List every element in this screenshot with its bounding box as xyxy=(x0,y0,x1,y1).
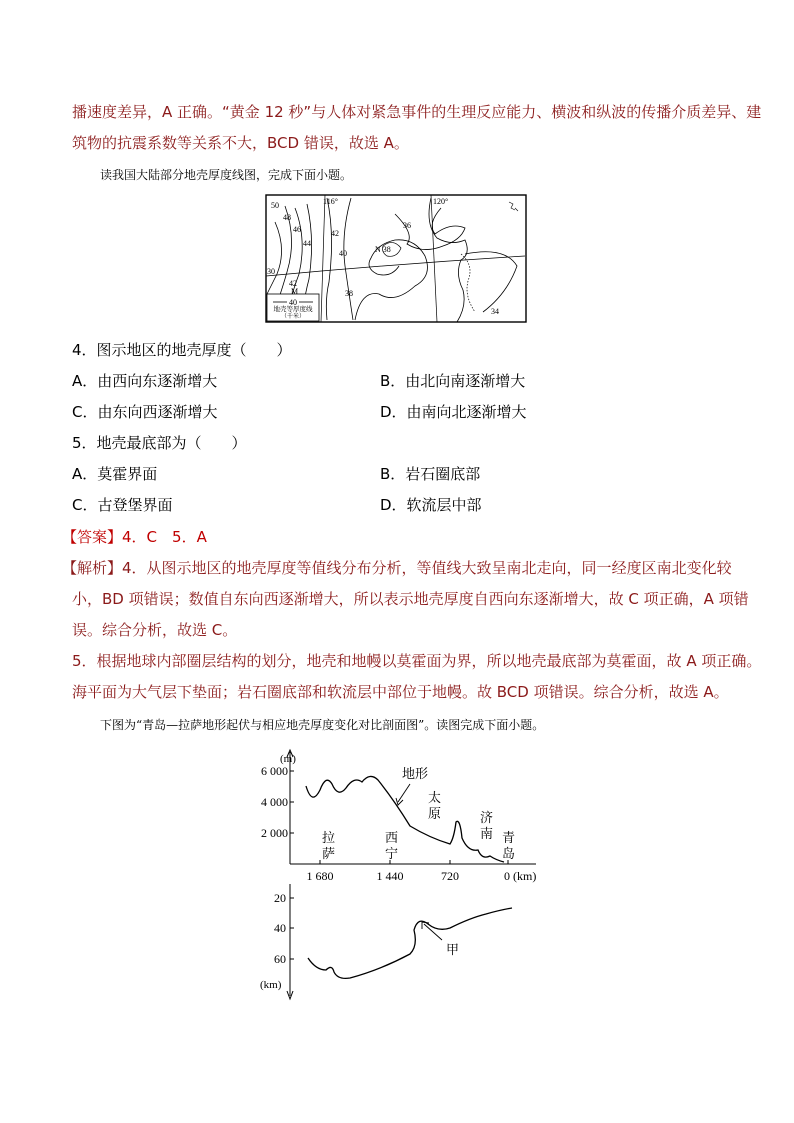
terrain-curve xyxy=(306,776,504,862)
q4-option-d: D．由南向北逐渐增大 xyxy=(380,403,527,421)
label-34: 34 xyxy=(491,307,499,316)
q4-stem: 4．图示地区的地壳厚度（ ） xyxy=(72,341,292,359)
answer-line xyxy=(62,527,207,547)
terrain-label: 地形 xyxy=(402,766,429,781)
q4-option-c: C．由东向西逐渐增大 xyxy=(72,403,218,421)
q4-option-a: A．由西向东逐渐增大 xyxy=(72,372,218,390)
city-lasa-2: 萨 xyxy=(322,846,336,861)
legend-text-2: （千米） xyxy=(280,314,306,320)
x-tick-0: 0 (km) xyxy=(504,869,537,883)
answer-text: 4．C 5．A xyxy=(122,528,207,546)
label-44: 44 xyxy=(303,239,311,248)
contour-40 xyxy=(344,198,353,320)
explanation-line-5: 海平面为大气层下垫面；岩石圈底部和软流层中部位于地幔。故 BCD 项错误。综合分析，故选 A。 xyxy=(72,683,729,701)
y-tick-2000: 2 000 xyxy=(261,826,288,840)
label-46: 46 xyxy=(293,225,301,234)
q5-option-b: B．岩石圈底部 xyxy=(380,465,481,483)
depth-tick-60: 60 xyxy=(274,952,286,966)
crust-thickness-map xyxy=(265,194,527,324)
lat-line xyxy=(266,256,525,276)
explanation-line-1: 【解析】4．从图示地区的地壳厚度等值线分布分析，等值线大致呈南北走向，同一经度区南北变化较 xyxy=(62,559,732,577)
islands-ne xyxy=(509,202,518,211)
legend-text-1: 地壳等厚度线 xyxy=(273,306,313,313)
analysis-line-1: 播速度差异，A 正确。“黄金 12 秒”与人体对紧急事件的生理反应能力、横波和纵波的传播介质差异、建 xyxy=(72,103,762,121)
city-xining-1: 西 xyxy=(385,830,399,845)
explanation-line-4: 5．根据地球内部圈层结构的划分，地壳和地幔以莫霍面为界，所以地壳最底部为莫霍面，故 A 项正确。 xyxy=(72,652,762,670)
city-taiyuan-1: 太 xyxy=(428,790,442,805)
label-38: 38 xyxy=(345,289,353,298)
contour-38 xyxy=(355,240,427,320)
label-30: 30 xyxy=(267,267,275,276)
label-n38: N 38 xyxy=(375,245,391,254)
city-qingdao-1: 青 xyxy=(502,830,516,845)
label-48: 48 xyxy=(283,213,291,222)
point-jia-pointer xyxy=(424,924,442,940)
y-tick-6000: 6 000 xyxy=(261,764,288,778)
unit-m: (m) xyxy=(280,753,296,765)
y-tick-4000: 4 000 xyxy=(261,795,288,809)
city-taiyuan-2: 原 xyxy=(428,806,442,821)
point-jia-label: 甲 xyxy=(446,942,460,957)
label-lon-116: 116° xyxy=(323,197,338,206)
x-tick-720: 720 xyxy=(441,869,459,883)
q5-option-d: D．软流层中部 xyxy=(380,496,482,514)
city-xining-2: 宁 xyxy=(385,846,399,861)
moho-curve xyxy=(308,908,512,978)
coast-islands xyxy=(461,254,475,312)
answer-tag: 【答案】 xyxy=(62,528,123,546)
label-40: 40 xyxy=(339,249,347,258)
contour-50 xyxy=(267,222,282,294)
unit-km: (km) xyxy=(260,979,282,991)
explanation-line-2: 小，BD 项错误；数值自东向西逐渐增大，所以表示地壳厚度自西向东逐渐增大，故 C 项正确，A 项错 xyxy=(72,590,749,608)
q5-option-c: C．古登堡界面 xyxy=(72,496,173,514)
label-42-west: 42 xyxy=(289,279,297,288)
q5-stem: 5．地壳最底部为（ ） xyxy=(72,434,247,452)
q4-option-b: B．由北向南逐渐增大 xyxy=(380,372,526,390)
qingdao-lasa-profile-figure xyxy=(250,748,550,1002)
city-jinan-1: 济 xyxy=(480,810,494,825)
terrain-pointer xyxy=(398,784,410,802)
depth-tick-40: 40 xyxy=(274,921,286,935)
city-qingdao-2: 岛 xyxy=(502,846,516,861)
contour-34 xyxy=(465,252,517,312)
q5-option-a: A．莫霍界面 xyxy=(72,465,158,483)
label-lon-120: 120° xyxy=(433,197,449,206)
analysis-line-2: 筑物的抗震系数等关系不大，BCD 错误，故选 A。 xyxy=(72,134,409,152)
legend-value: 40 xyxy=(289,298,297,307)
x-tick-1440: 1 440 xyxy=(376,869,404,883)
explanation-line-3: 误。综合分析，故选 C。 xyxy=(72,621,238,639)
explanation-tag: 【解析】 xyxy=(62,559,123,577)
x-tick-1680: 1 680 xyxy=(306,869,334,883)
map-caption: 读我国大陆部分地壳厚度线图，完成下面小题。 xyxy=(100,168,353,182)
city-jinan-2: 南 xyxy=(480,826,494,841)
lon-116-line xyxy=(321,195,325,322)
depth-tick-20: 20 xyxy=(274,891,286,905)
contour-42 xyxy=(326,198,331,320)
city-lasa-1: 拉 xyxy=(322,830,336,845)
label-36: 36 xyxy=(403,221,411,230)
profile-caption: 下图为“青岛—拉萨地形起伏与相应地壳厚度变化对比剖面图”。读图完成下面小题。 xyxy=(100,718,545,732)
label-50: 50 xyxy=(271,201,279,210)
label-42: 42 xyxy=(331,229,339,238)
label-m: M xyxy=(291,287,299,296)
